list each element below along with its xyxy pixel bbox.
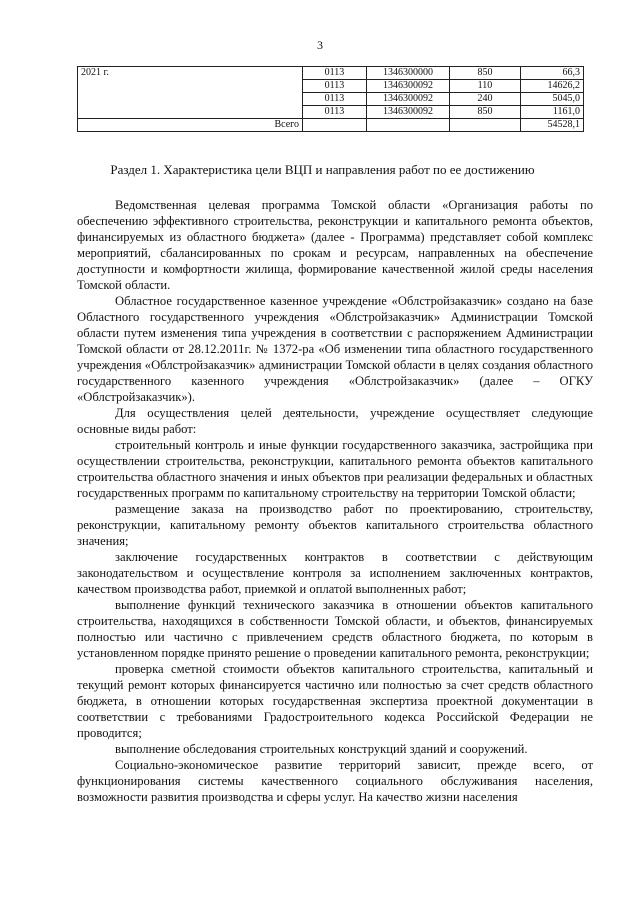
table-cell-ku: 0113 bbox=[303, 106, 367, 119]
section-title: Раздел 1. Характеристика цели ВЦП и направления работ по ее достижению bbox=[110, 162, 535, 177]
table-cell-cs: 1346300092 bbox=[367, 80, 450, 93]
paragraph: Для осуществления целей деятельности, учреждение осуществляет следующие основные виды работ: bbox=[77, 406, 593, 436]
table-cell-sum: 1161,0 bbox=[521, 106, 584, 119]
table-cell-sum: 66,3 bbox=[521, 67, 584, 80]
table-cell-vr: 240 bbox=[450, 93, 521, 106]
year-cell: 2021 г. bbox=[78, 67, 303, 119]
paragraph: размещение заказа на производство работ по проектированию, строительству, реконструкции, капитальному ремонту объектов капитального строительства областного значения; bbox=[77, 502, 593, 548]
paragraph: выполнение обследования строительных конструкций зданий и сооружений. bbox=[115, 742, 528, 756]
table-cell-ku: 0113 bbox=[303, 80, 367, 93]
paragraph: выполнение функций технического заказчика в отношении объектов капитального строительства, находящихся в собственности Томской области, и объектов, финансируемых полностью или частично с привлечением средств областного бюджета, по которым в установленном порядке принято решение о проведении капитального ремонта, реконструкции; bbox=[77, 598, 593, 660]
paragraph: Социально-экономическое развитие территорий зависит, прежде всего, от функционирования системы качественного социального обслуживания населения, возможности развития производства и сферы услуг. На качество жизни населения bbox=[77, 758, 593, 804]
table-cell-empty bbox=[450, 119, 521, 132]
paragraph: Ведомственная целевая программа Томской области «Организация работы по обеспечению эффективного строительства, реконструкции и капитального ремонта объектов, финансируемых из областного бюджета» (далее - Программа) представляет собой комплекс мероприятий, сбалансированных по срокам и ресурсам, направленных на обеспечение доступности и комфортности жилища, формирование качественной жилой среды населения Томской области. bbox=[77, 198, 593, 292]
page-number: 3 bbox=[317, 38, 323, 52]
paragraph: проверка сметной стоимости объектов капитального строительства, капитальный и текущий ремонт которых финансируется частично или полностью за счет средств областного бюджета, в отношении которых государственная экспертиза проектной документации в соответствии с требованиями Градостроительного кодекса Российской Федерации не проводится; bbox=[77, 662, 593, 740]
table-cell-empty bbox=[303, 119, 367, 132]
table-cell-vr: 110 bbox=[450, 80, 521, 93]
paragraph: Областное государственное казенное учреждение «Облстройзаказчик» создано на базе Областного государственного учреждения «Облстройзаказчик» Администрации Томской области путем изменения типа учреждения в соответствии с распоряжением Администрации Томской области от 28.12.2011г. № 1372-ра «Об изменении типа областного государственного учреждения «Облстройзаказчик» администрации Томской области в целях создания областного государственного казенного учреждения «Облстройзаказчик» (далее – ОГКУ «Облстройзаказчик»). bbox=[77, 294, 593, 404]
table-cell-cs: 1346300000 bbox=[367, 67, 450, 80]
table-cell-empty bbox=[367, 119, 450, 132]
paragraph: строительный контроль и иные функции государственного заказчика, застройщика при осуществлении строительства, реконструкции, капитального ремонта объектов капитального строительства областного значения и иных объектов при реализации федеральных и областных государственных программ по капитальному строительству на территории Томской области; bbox=[77, 438, 593, 500]
total-label: Всего bbox=[78, 119, 303, 132]
table-cell-cs: 1346300092 bbox=[367, 106, 450, 119]
table-cell-vr: 850 bbox=[450, 106, 521, 119]
table-cell-sum: 14626,2 bbox=[521, 80, 584, 93]
total-value: 54528,1 bbox=[521, 119, 584, 132]
table-cell-cs: 1346300092 bbox=[367, 93, 450, 106]
table-cell-sum: 5045,0 bbox=[521, 93, 584, 106]
budget-table bbox=[77, 66, 584, 132]
table-cell-ku: 0113 bbox=[303, 93, 367, 106]
table-row bbox=[78, 67, 584, 80]
paragraph: заключение государственных контрактов в соответствии с действующим законодательством и осуществление контроля за исполнением заключенных контрактов, качеством производства работ, приемкой и оплатой выполненных работ; bbox=[77, 550, 593, 596]
body-text bbox=[77, 197, 593, 805]
table-cell-ku: 0113 bbox=[303, 67, 367, 80]
table-total-row bbox=[78, 119, 584, 132]
table-cell-vr: 850 bbox=[450, 67, 521, 80]
